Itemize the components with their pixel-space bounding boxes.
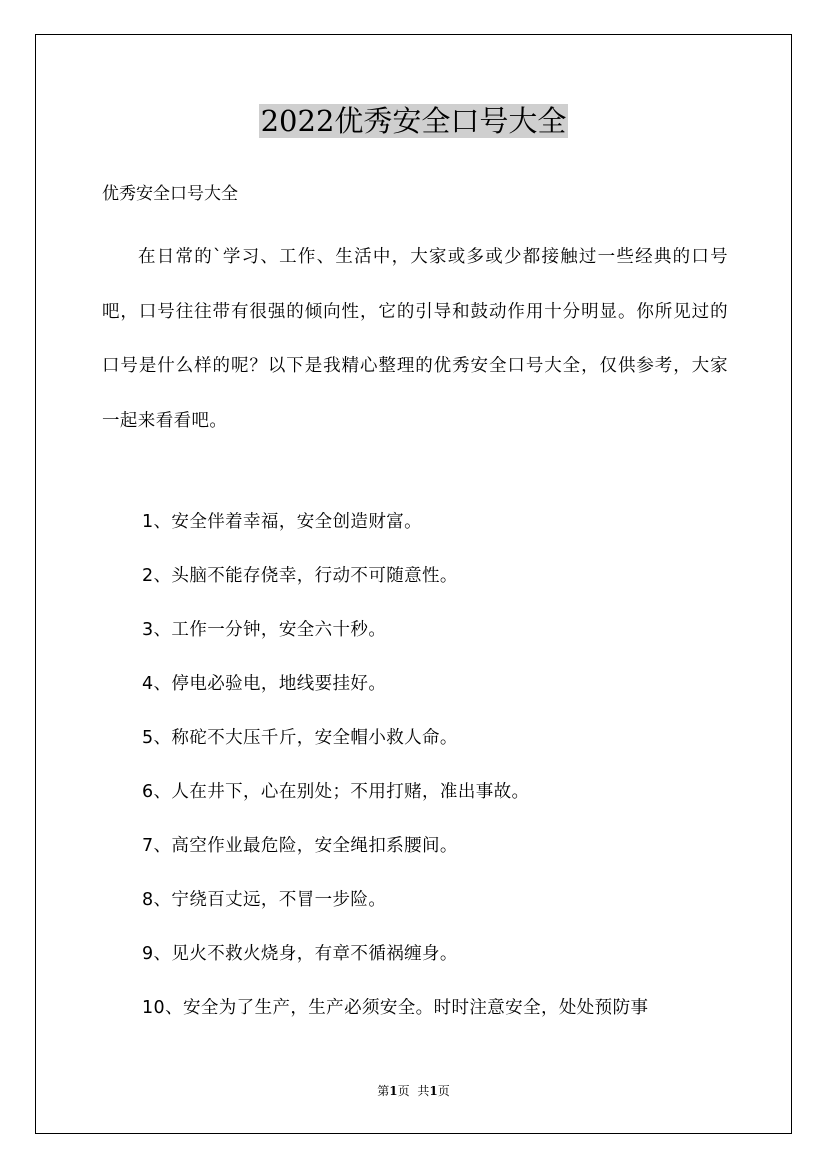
total-prefix: 共 [417,1084,430,1098]
intro-paragraph: 在日常的`学习、工作、生活中，大家或多或少都接触过一些经典的口号吧，口号往往带有很强的倾向性，它的引导和鼓动作用十分明显。你所见过的口号是什么样的呢？以下是我精心整理的优秀安全口号大全，仅供参考，大家一起来看看吧。 [102,247,728,431]
page-footer [0,1082,827,1100]
slogan-item-7: 7、高空作业最危险，安全绳扣系腰间。 [142,836,458,856]
total-suffix: 页 [437,1084,450,1098]
total-pages: 1 [429,1084,438,1098]
slogan-item-10: 10、安全为了生产，生产必须安全。时时注意安全，处处预防事 [142,998,649,1018]
slogan-item-2: 2、头脑不能存侥幸，行动不可随意性。 [142,566,458,586]
slogan-item-3: 3、工作一分钟，安全六十秒。 [142,620,387,640]
title-text: 2022优秀安全口号大全 [260,104,567,138]
document-title [0,101,827,141]
page-prefix: 第 [377,1084,390,1098]
slogan-item-6: 6、人在井下，心在别处；不用打赌，准出事故。 [142,782,530,802]
slogan-item-1: 1、安全伴着幸福，安全创造财富。 [142,512,423,532]
page-suffix: 页 [397,1084,410,1098]
slogan-item-8: 8、宁绕百丈远，不冒一步险。 [142,890,387,910]
subtitle: 优秀安全口号大全 [102,184,238,204]
slogan-item-9: 9、见火不救火烧身，有章不循祸缠身。 [142,944,458,964]
slogan-item-5: 5、称砣不大压千斤，安全帽小救人命。 [142,728,458,748]
page-number: 1 [389,1084,398,1098]
slogan-item-4: 4、停电必验电，地线要挂好。 [142,674,387,694]
